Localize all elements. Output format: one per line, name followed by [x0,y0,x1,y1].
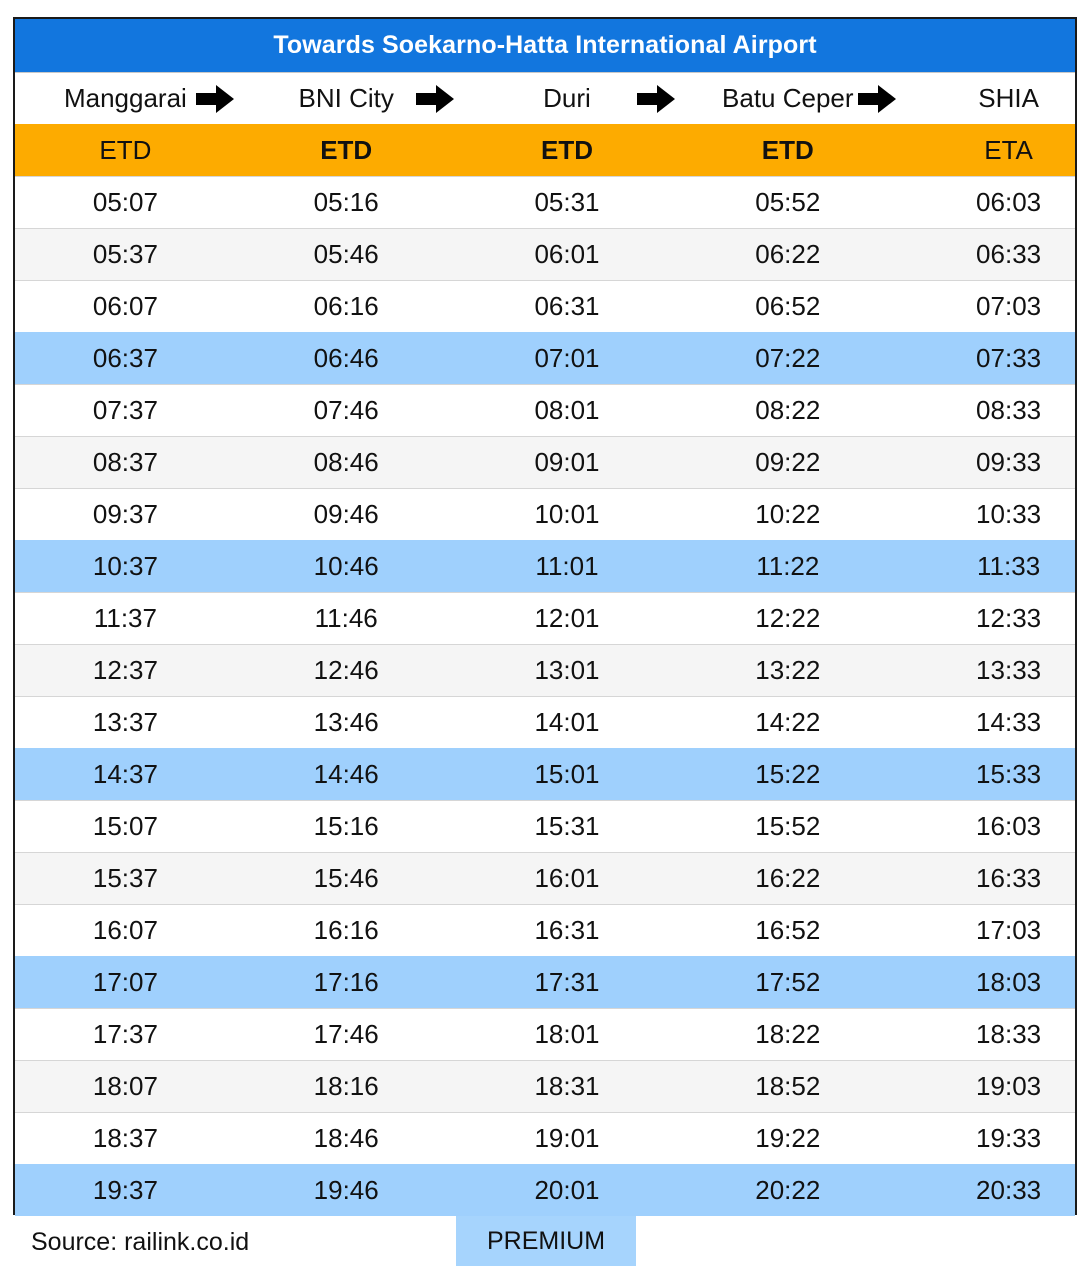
right-arrow-icon [857,84,897,114]
table-row [15,592,1075,644]
time-cell: 14:22 [755,707,821,737]
time-cell: 13:22 [755,655,821,685]
table-row [15,1060,1075,1112]
time-cell: 13:01 [534,655,600,685]
table-row [15,228,1075,280]
table-row [15,176,1075,228]
time-cell: 18:52 [755,1071,821,1101]
premium-legend: PREMIUM [456,1216,636,1266]
time-cell: 07:01 [534,343,600,373]
time-cell: 11:01 [535,551,599,581]
time-cell: 12:22 [755,603,821,633]
time-cell: 12:33 [976,603,1042,633]
header-etd-bni-city: ETD [320,134,373,165]
table-row [15,488,1075,540]
time-cell: 10:33 [976,499,1042,529]
time-cell: 19:37 [92,1175,158,1205]
time-cell: 05:37 [92,239,158,269]
time-cell: 19:46 [313,1175,379,1205]
time-cell: 15:22 [755,759,821,789]
time-cell: 07:33 [976,343,1042,373]
station-shia: SHIA [978,83,1039,113]
time-cell: 09:33 [976,447,1042,477]
time-cell: 16:52 [755,915,821,945]
time-cell: 14:37 [92,759,158,789]
time-cell: 06:22 [755,239,821,269]
time-cell: 20:33 [976,1175,1042,1205]
time-cell: 20:01 [534,1175,600,1205]
time-cell: 05:31 [534,187,600,217]
time-cell: 16:31 [534,915,600,945]
time-cell: 11:22 [756,551,820,581]
header-etd-duri: ETD [540,134,593,165]
table-row [15,1112,1075,1164]
time-cell: 18:33 [976,1019,1042,1049]
time-cell: 06:01 [534,239,600,269]
time-cell: 20:22 [755,1175,821,1205]
time-cell: 06:07 [92,291,158,321]
time-cell: 16:16 [313,915,379,945]
time-cell: 15:33 [976,759,1042,789]
time-cell: 16:07 [92,915,158,945]
time-cell: 05:07 [92,187,158,217]
table-row [15,852,1075,904]
table-row [15,384,1075,436]
time-cell: 06:37 [92,343,158,373]
time-cell: 17:07 [92,967,158,997]
time-cell: 08:01 [534,395,600,425]
table-row-premium [15,332,1075,384]
time-cell: 06:46 [313,343,379,373]
time-cell: 15:01 [534,759,600,789]
time-cell: 06:03 [976,187,1042,217]
table-row-premium [15,1164,1075,1216]
time-cell: 18:03 [976,967,1042,997]
time-cell: 17:16 [313,967,379,997]
right-arrow-icon [415,84,455,114]
time-cell: 15:46 [313,863,379,893]
time-cell: 17:31 [534,967,600,997]
time-cell: 13:37 [92,707,158,737]
time-cell: 15:31 [534,811,600,841]
time-cell: 15:37 [92,863,158,893]
time-cell: 14:01 [534,707,600,737]
time-cell: 06:31 [534,291,600,321]
time-cell: 06:52 [755,291,821,321]
table-row-premium [15,748,1075,800]
time-cell: 16:01 [534,863,600,893]
time-cell: 16:33 [976,863,1042,893]
time-cell: 10:01 [534,499,600,529]
time-cell: 09:01 [534,447,600,477]
table-row [15,696,1075,748]
time-cell: 10:46 [313,551,379,581]
table-row [15,436,1075,488]
time-cell: 10:37 [92,551,158,581]
table-row [15,800,1075,852]
time-cell: 16:03 [976,811,1042,841]
time-cell: 17:52 [755,967,821,997]
time-cell: 10:22 [755,499,821,529]
station-batu-ceper: Batu Ceper [722,83,854,113]
time-cell: 07:22 [755,343,821,373]
time-cell: 09:22 [755,447,821,477]
time-cell: 05:16 [313,187,379,217]
time-cell: 17:46 [313,1019,379,1049]
header-etd-manggarai: ETD [99,134,152,165]
header-eta-shia: ETA [984,134,1033,165]
time-cell: 08:46 [313,447,379,477]
schedule-title: Towards Soekarno-Hatta International Airport [15,19,1075,72]
station-manggarai: Manggarai [63,83,187,113]
time-cell: 15:07 [92,811,158,841]
time-cell: 17:03 [976,915,1042,945]
time-cell: 15:16 [313,811,379,841]
time-cell: 08:22 [755,395,821,425]
time-cell: 11:46 [314,603,378,633]
time-cell: 08:37 [92,447,158,477]
time-cell: 18:22 [755,1019,821,1049]
station-bni-city: BNI City [298,83,394,113]
table-row-premium [15,956,1075,1008]
time-cell: 15:52 [755,811,821,841]
schedule-body [15,176,1075,1216]
time-cell: 11:33 [977,551,1041,581]
time-cell: 14:33 [976,707,1042,737]
time-cell: 07:46 [313,395,379,425]
time-cell: 17:37 [92,1019,158,1049]
time-cell: 07:37 [92,395,158,425]
time-cell: 05:52 [755,187,821,217]
time-cell: 13:46 [313,707,379,737]
time-cell: 12:37 [92,655,158,685]
time-cell: 12:01 [534,603,600,633]
time-cell: 09:46 [313,499,379,529]
time-cell: 19:03 [976,1071,1042,1101]
stations-row [15,72,1075,124]
time-cell: 11:37 [93,603,157,633]
table-row [15,904,1075,956]
time-cell: 13:33 [976,655,1042,685]
table-row-premium [15,540,1075,592]
time-cell: 09:37 [92,499,158,529]
time-cell: 08:33 [976,395,1042,425]
table-row [15,280,1075,332]
time-cell: 12:46 [313,655,379,685]
time-cell: 18:16 [313,1071,379,1101]
time-cell: 19:01 [534,1123,600,1153]
time-cell: 18:37 [92,1123,158,1153]
time-cell: 19:33 [976,1123,1042,1153]
column-header-row [15,124,1075,176]
time-cell: 18:46 [313,1123,379,1153]
time-cell: 05:46 [313,239,379,269]
source-note: Source: railink.co.id [31,1228,250,1256]
table-row [15,1008,1075,1060]
schedule-table [13,17,1077,1215]
right-arrow-icon [195,84,235,114]
header-etd-batu-ceper: ETD [761,134,814,165]
time-cell: 16:22 [755,863,821,893]
table-row [15,644,1075,696]
time-cell: 06:16 [313,291,379,321]
station-duri: Duri [543,83,591,113]
time-cell: 18:31 [534,1071,600,1101]
right-arrow-icon [636,84,676,114]
time-cell: 07:03 [976,291,1042,321]
time-cell: 19:22 [755,1123,821,1153]
time-cell: 06:33 [976,239,1042,269]
time-cell: 18:07 [92,1071,158,1101]
time-cell: 18:01 [534,1019,600,1049]
time-cell: 14:46 [313,759,379,789]
